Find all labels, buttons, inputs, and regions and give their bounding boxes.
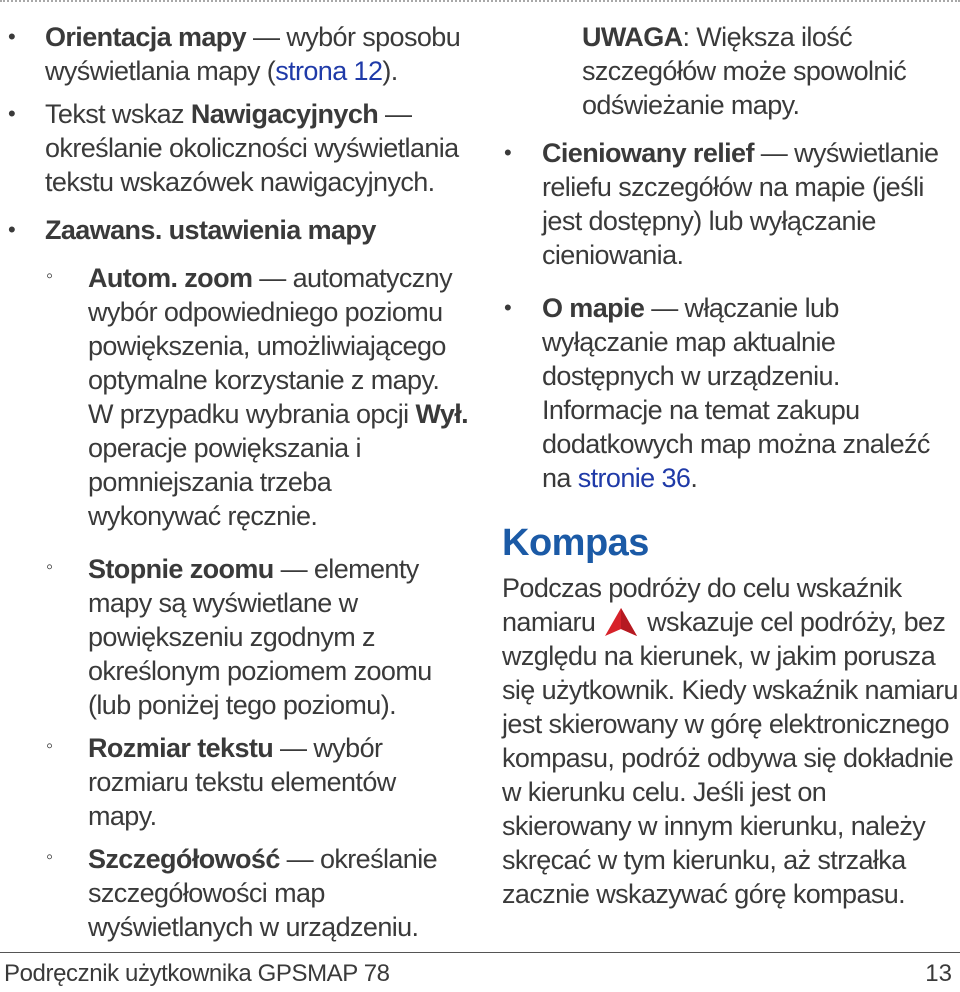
term-nav-text-bold: Nawigacyjnych xyxy=(190,99,379,129)
left-column xyxy=(0,20,470,944)
top-dotted-rule xyxy=(0,0,960,2)
dash: — xyxy=(246,22,287,52)
item-about-map xyxy=(500,291,960,495)
term-zoom-levels: Stopnie zoomu xyxy=(88,554,274,584)
note-text: : Większa ilość szczegółów może spowolnić odświeżanie mapy. xyxy=(582,22,907,120)
sub-bullet: ◦ xyxy=(46,556,53,578)
link-page-36[interactable]: stronie 36 xyxy=(577,463,691,493)
sub-bullet: ◦ xyxy=(46,846,53,868)
item-advanced-settings xyxy=(0,213,470,247)
term-advanced-settings: Zaawans. ustawienia mapy xyxy=(45,215,376,245)
page-number: 13 xyxy=(925,960,952,987)
desc-detail: — określanie szczegółowości map wyświetlanych w urządzeniu. xyxy=(88,844,438,942)
term-off: Wył. xyxy=(415,399,469,429)
term-map-orientation: Orientacja mapy xyxy=(45,22,247,52)
desc-text-size: — wybór rozmiaru tekstu elementów mapy. xyxy=(88,733,396,831)
bullet: • xyxy=(8,24,16,49)
desc-auto-zoom-2: operacje powiększania i pomniejszania trzeba wykonywać ręcznie. xyxy=(88,433,361,531)
compass-paragraph xyxy=(502,571,960,911)
term-text-size: Rozmiar tekstu xyxy=(88,733,274,763)
note-label: UWAGA xyxy=(582,22,683,52)
term-nav-text-plain: Tekst wskaz xyxy=(45,99,191,129)
desc-about-map: — włączanie lub wyłączanie map aktualnie dostępnych w urządzeniu. Informacje na temat zakupu dodatkowych map można znaleźć na xyxy=(542,293,930,493)
footer-rule xyxy=(0,952,960,953)
compass-text-1: Podczas podróży do celu wskaźnik namiaru xyxy=(502,573,902,637)
link-page-12[interactable]: strona 12 xyxy=(275,56,383,86)
item-auto-zoom xyxy=(0,261,470,533)
bullet: • xyxy=(8,217,16,242)
desc-tail: ). xyxy=(382,56,398,86)
desc-auto-zoom-1: — automatyczny wybór odpowiedniego poziomu powiększenia, umożliwiającego optymalne korzystanie z mapy. W przypadku wybrania opcji xyxy=(88,263,452,429)
term-about-map: O mapie xyxy=(542,293,645,323)
sub-bullet: ◦ xyxy=(46,735,53,757)
right-column xyxy=(500,20,960,911)
desc-tail: . xyxy=(690,463,698,493)
sub-bullet: ◦ xyxy=(46,265,53,287)
term-shaded-relief: Cieniowany relief xyxy=(542,138,754,168)
bullet: • xyxy=(8,101,16,126)
desc-zoom-levels: — elementy mapy są wyświetlane w powiększeniu zgodnym z określonym poziomem zoomu (lub poniżej tego poziomu). xyxy=(88,554,432,720)
section-heading-compass: Kompas xyxy=(502,522,649,564)
bullet: • xyxy=(504,295,512,320)
item-detail xyxy=(0,842,470,944)
compass-text-2: wskazuje cel podróży, bez względu na kierunek, w jakim porusza się użytkownik. Kiedy wskaźnik namiaru jest skierowany w górę elektronicznego kompasu, podróż odbywa się dokładnie w kierunku celu. Jeśli jest on skierowany w innym kierunku, należy skręcać w tym kierunku, aż strzałka zacznie wskazywać górę kompasu. xyxy=(502,607,958,909)
bearing-pointer-icon xyxy=(604,607,638,637)
desc-map-orientation: wybór sposobu wyświetlania mapy ( xyxy=(45,22,461,86)
term-auto-zoom: Autom. zoom xyxy=(88,263,253,293)
item-shaded-relief xyxy=(500,136,960,272)
item-nav-text xyxy=(0,97,470,199)
item-zoom-levels xyxy=(0,552,470,722)
footer-title: Podręcznik użytkownika GPSMAP 78 xyxy=(4,960,390,987)
term-detail: Szczegółowość xyxy=(88,844,280,874)
desc-nav-text: — określanie okoliczności wyświetlania tekstu wskazówek nawigacyjnych. xyxy=(45,99,459,197)
bullet: • xyxy=(504,140,512,165)
note-item xyxy=(500,20,960,122)
item-map-orientation xyxy=(0,20,470,88)
desc-shaded-relief: — wyświetlanie reliefu szczegółów na mapie (jeśli jest dostępny) lub wyłączanie cieniowania. xyxy=(542,138,939,270)
item-text-size xyxy=(0,731,470,833)
